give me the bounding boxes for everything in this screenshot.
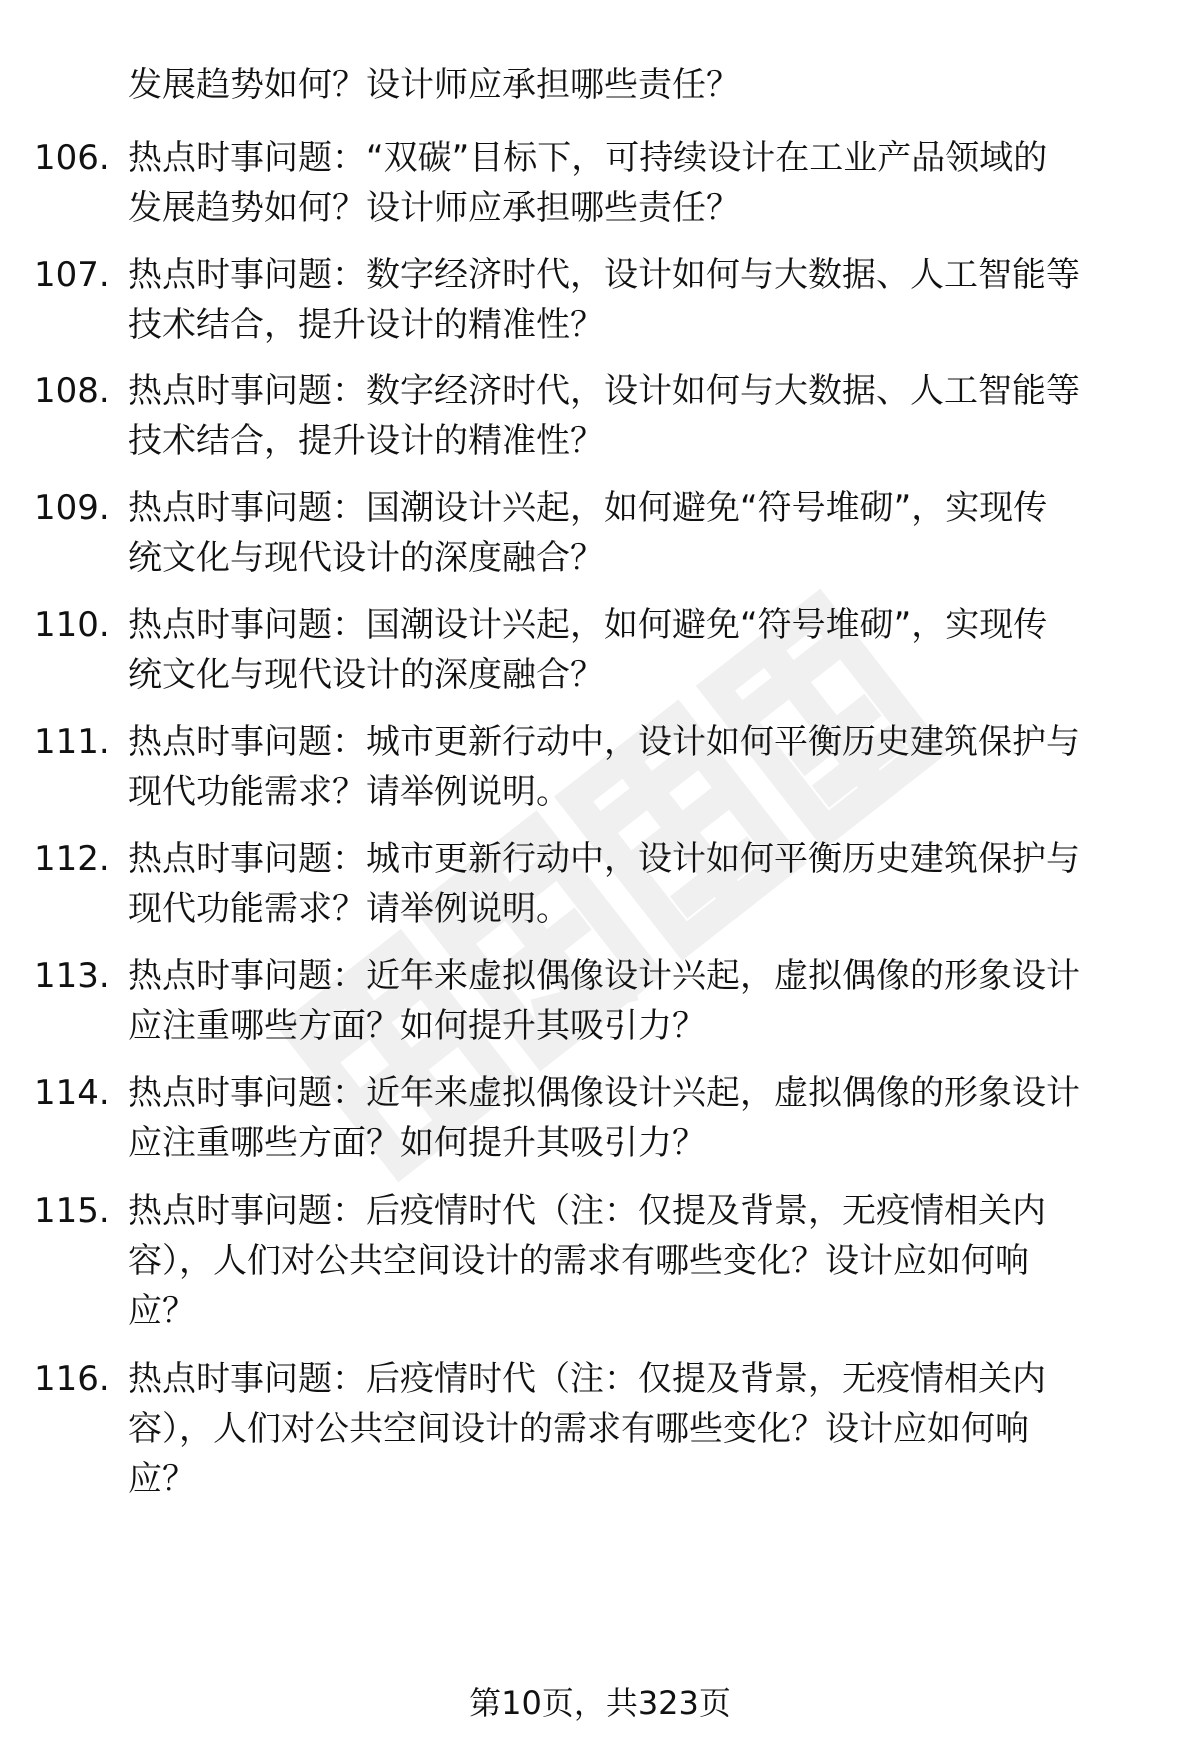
question-line: 技术结合，提升设计的精准性？	[128, 305, 604, 345]
question-line: 热点时事问题：城市更新行动中，设计如何平衡历史建筑保护与	[128, 722, 1080, 762]
question-number: 106.	[34, 138, 110, 178]
question-number: 116.	[34, 1359, 110, 1399]
page-footer: 第10页，共323页	[469, 1684, 731, 1722]
question-line: 热点时事问题：国潮设计兴起，如何避免“符号堆砌”，实现传	[128, 488, 1048, 528]
question-number: 112.	[34, 839, 110, 879]
question-number: 113.	[34, 956, 110, 996]
question-line: 热点时事问题：城市更新行动中，设计如何平衡历史建筑保护与	[128, 839, 1080, 879]
question-line: 现代功能需求？请举例说明。	[128, 772, 570, 812]
question-line: 容），人们对公共空间设计的需求有哪些变化？设计应如何响	[128, 1409, 1029, 1449]
question-line: 现代功能需求？请举例说明。	[128, 889, 570, 929]
continued-question-line: 发展趋势如何？设计师应承担哪些责任？	[128, 65, 740, 105]
question-line: 统文化与现代设计的深度融合？	[128, 655, 604, 695]
question-line: 热点时事问题：国潮设计兴起，如何避免“符号堆砌”，实现传	[128, 605, 1048, 645]
question-line: 应？	[128, 1291, 196, 1331]
question-line: 热点时事问题：近年来虚拟偶像设计兴起，虚拟偶像的形象设计	[128, 956, 1080, 996]
question-line: 技术结合，提升设计的精准性？	[128, 421, 604, 461]
question-line: 热点时事问题：数字经济时代，设计如何与大数据、人工智能等	[128, 371, 1080, 411]
question-number: 110.	[34, 605, 110, 645]
question-number: 111.	[34, 722, 110, 762]
question-line: 发展趋势如何？设计师应承担哪些责任？	[128, 188, 740, 228]
question-line: 应？	[128, 1459, 196, 1499]
question-line: 热点时事问题：数字经济时代，设计如何与大数据、人工智能等	[128, 255, 1080, 295]
question-number: 108.	[34, 371, 110, 411]
question-line: 应注重哪些方面？如何提升其吸引力？	[128, 1006, 706, 1046]
question-line: 热点时事问题：后疫情时代（注：仅提及背景，无疫情相关内	[128, 1191, 1046, 1231]
question-line: 热点时事问题：近年来虚拟偶像设计兴起，虚拟偶像的形象设计	[128, 1073, 1080, 1113]
question-line: 应注重哪些方面？如何提升其吸引力？	[128, 1123, 706, 1163]
question-number: 115.	[34, 1191, 110, 1231]
question-line: 容），人们对公共空间设计的需求有哪些变化？设计应如何响	[128, 1241, 1029, 1281]
question-number: 107.	[34, 255, 110, 295]
question-line: 热点时事问题：“双碳”目标下，可持续设计在工业产品领域的	[128, 138, 1048, 178]
question-line: 热点时事问题：后疫情时代（注：仅提及背景，无疫情相关内	[128, 1359, 1046, 1399]
question-number: 109.	[34, 488, 110, 528]
question-line: 统文化与现代设计的深度融合？	[128, 538, 604, 578]
question-number: 114.	[34, 1073, 110, 1113]
